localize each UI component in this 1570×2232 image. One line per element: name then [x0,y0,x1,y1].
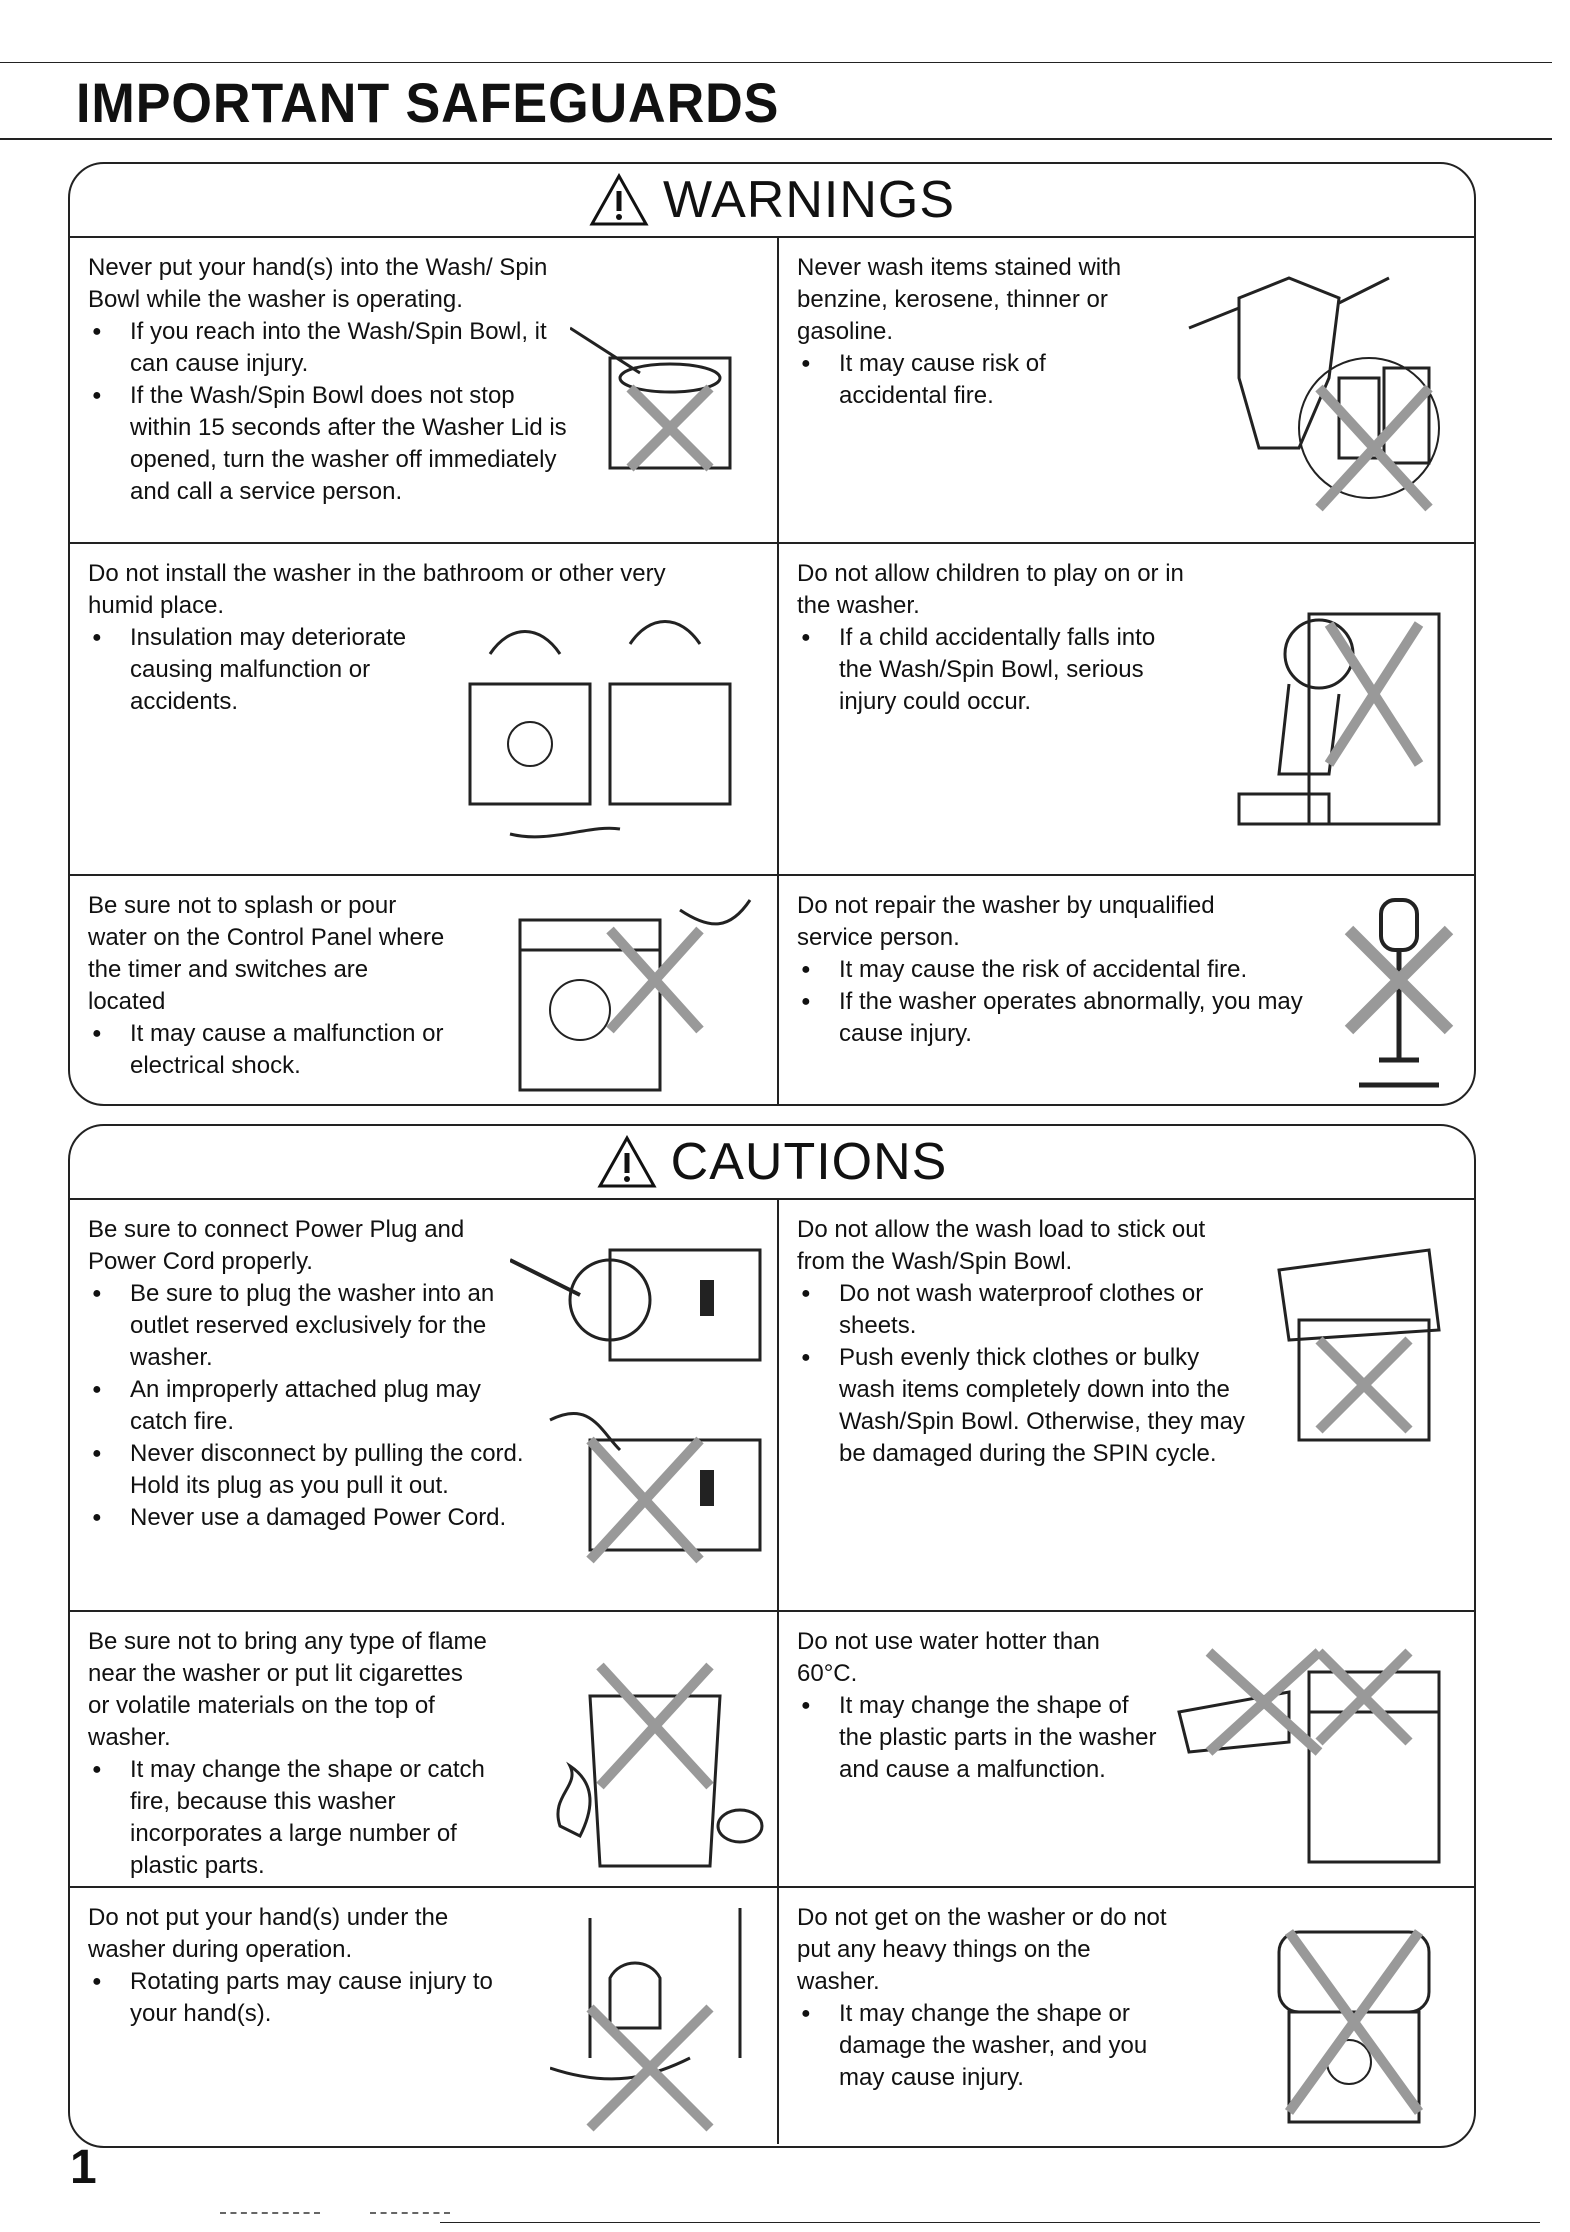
warning-item [779,544,1474,876]
caution-item [779,1612,1474,1888]
title-underline [0,138,1552,140]
caution-item-text [797,1214,1460,1470]
caution-item-text [797,1902,1460,2094]
warning-item [779,876,1474,1106]
caution-bullet: ● Never use a damaged Power Cord. [88,1502,510,1534]
warning-bullet: ● It may cause a malfunction or electrical shock. [88,1018,460,1082]
caution-item-intro: Do not get on the washer or do not put any heavy things on the washer. [797,1904,1167,1995]
caution-item-intro: Be sure to connect Power Plug and Power Cord properly. [88,1216,465,1275]
warning-item-intro: Do not repair the washer by unqualified service person. [797,892,1215,951]
caution-bullet: ● Never disconnect by pulling the cord. Hold its plug as you pull it out. [88,1438,530,1502]
caution-item-text [88,1902,763,2030]
footer-rule [440,2222,1540,2223]
warning-bullet: ● If you reach into the Wash/Spin Bowl, it can cause injury. [88,316,570,380]
caution-item [779,1200,1474,1612]
warning-item-text [88,252,763,508]
page-title: IMPORTANT SAFEGUARDS [76,71,780,134]
footer-dash [220,2212,320,2214]
caution-bullet: ● It may change the shape of the plastic parts in the washer and cause a malfunction. [797,1690,1159,1786]
warning-item-text [88,890,763,1082]
warning-item-intro: Do not install the washer in the bathroom or other very humid place. [88,560,666,619]
caution-bullet: ● Push evenly thick clothes or bulky wash items completely down into the Wash/Spin Bowl. Otherwise, they may be damaged during the SPIN cycle. [797,1342,1259,1470]
cautions-heading: CAUTIONS [670,1133,948,1191]
page-number: 1 [70,2141,97,2194]
caution-bullet: ● Rotating parts may cause injury to your hand(s). [88,1966,530,2030]
caution-item [70,1888,779,2144]
cautions-header [70,1126,1474,1200]
caution-item [779,1888,1474,2144]
warning-item-intro: Never put your hand(s) into the Wash/ Spin Bowl while the washer is operating. [88,254,548,313]
warning-bullet: ● Insulation may deteriorate causing malfunction or accidents. [88,622,430,718]
warning-item-intro: Never wash items stained with benzine, kerosene, thinner or gasoline. [797,254,1122,345]
warning-triangle-icon [589,173,649,227]
warning-item-intro: Be sure not to splash or pour water on the Control Panel where the timer and switches are located [88,892,445,1015]
caution-item-text [88,1626,763,1882]
caution-bullet: ● Do not wash waterproof clothes or sheets. [797,1278,1259,1342]
caution-bullet: ● It may change the shape or catch fire, because this washer incorporates a large number of plastic parts. [88,1754,520,1882]
caution-bullet: ● Be sure to plug the washer into an outlet reserved exclusively for the washer. [88,1278,530,1374]
cautions-section [68,1124,1476,2148]
warning-item-text [797,890,1460,1050]
warnings-header [70,164,1474,238]
caution-item-text [797,1626,1460,1786]
warning-item-text [797,252,1460,412]
caution-item-intro: Do not put your hand(s) under the washer during operation. [88,1904,449,1963]
caution-item [70,1612,779,1888]
caution-bullet: ● It may change the shape or damage the washer, and you may cause injury. [797,1998,1189,2094]
top-rule [0,62,1552,63]
caution-item [70,1200,779,1612]
caution-item-text [88,1214,763,1534]
warning-item [70,544,779,876]
warnings-section [68,162,1476,1106]
warning-item [70,876,779,1106]
caution-item-intro: Do not allow the wash load to stick out from the Wash/Spin Bowl. [797,1216,1206,1275]
warning-item-text [797,558,1460,718]
caution-item-intro: Do not use water hotter than 60°C. [797,1628,1100,1687]
warnings-heading: WARNINGS [662,171,956,229]
warning-triangle-icon [597,1135,657,1189]
warning-bullet: ● If the Wash/Spin Bowl does not stop within 15 seconds after the Washer Lid is opened, turn the washer off immediately and call a service person. [88,380,570,508]
warning-bullet: ● If the washer operates abnormally, you may cause injury. [797,986,1309,1050]
caution-bullet: ● An improperly attached plug may catch fire. [88,1374,510,1438]
footer-dash [370,2212,450,2214]
warning-bullet: ● It may cause the risk of accidental fire. [797,954,1279,986]
warning-item-intro: Do not allow children to play on or in the washer. [797,560,1184,619]
warning-item [779,238,1474,544]
warning-item [70,238,779,544]
warning-bullet: ● If a child accidentally falls into the Wash/Spin Bowl, serious injury could occur. [797,622,1179,718]
warning-item-text [88,558,763,718]
caution-item-intro: Be sure not to bring any type of flame near the washer or put lit cigarettes or volatile materials on the top of washer. [88,1628,487,1751]
warning-bullet: ● It may cause risk of accidental fire. [797,348,1099,412]
